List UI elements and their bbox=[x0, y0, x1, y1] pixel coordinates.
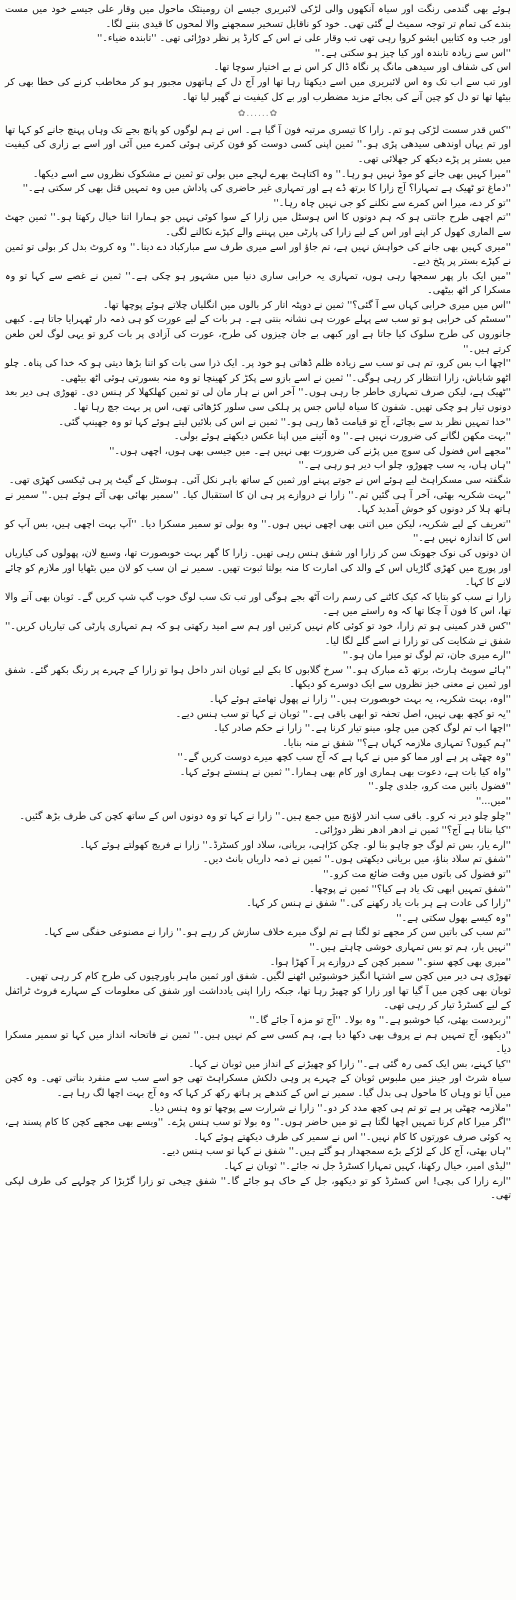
section-separator: ✿......✿ bbox=[237, 109, 279, 120]
paragraph: شگفتہ سی مسکراہٹ لیے ہوئے اس نے جوتے پہنے اور ثمین کے ساتھ باہر نکل آئی۔ ہوسٹل کے گیٹ پر ہی ٹیکسی کھڑی تھی۔ bbox=[8, 475, 511, 486]
paragraph: ہوئے بھی گندمی رنگت اور سیاہ آنکھوں والی لڑکی لائبریری جیسے ان رومینٹک ماحول میں وقار علی جیسے خود میں مست بندے کی تمام تر توجہ سمیٹ لے گئی تھی۔ خود کو ناقابل تسخیر سمجھنے والا لمحوں کا قیدی بننے لگا۔ bbox=[5, 4, 511, 30]
paragraph: ''میں ایک بار پھر سمجھا رہی ہوں، تمہاری یہ خرابی ساری دنیا میں مشہور ہو چکی ہے۔'' ثمین نے غصے سے کہا تو وہ مسکرا کر اٹھ بیٹھی۔ bbox=[5, 270, 511, 297]
paragraph: ''چلو چلو دیر نہ کرو۔ باقی سب اندر لاؤنج میں جمع ہیں۔'' زارا نے کہا تو وہ دونوں اس کے ساتھ کچن کی طرف بڑھ گئیں۔ bbox=[19, 810, 511, 822]
paragraph: ''یہ تو کچھ بھی نہیں، اصل تحفہ تو ابھی باقی ہے۔'' ثوبان نے کہا تو سب ہنس دیے۔ bbox=[175, 708, 511, 720]
article-body bbox=[5, 3, 511, 1204]
paragraph: ''ہاں بھئی، آج کل کے لڑکے بڑے سمجھدار ہو گئے ہیں۔'' شفق نے کہا تو سب ہنس دیے۔ bbox=[161, 1146, 511, 1158]
paragraph: ''میں...'' bbox=[475, 796, 511, 808]
paragraph: ''ارے یار، بس تم لوگ جو چاہو بنا لو۔ چکن کڑاہی، بریانی، سلاد اور کسٹرڈ۔'' زارا نے فریج کھولتے ہوئے کہا۔ bbox=[79, 839, 511, 851]
paragraph: ''تو کر دے، میرا اس کمرے سے نکلنے کو جی نہیں چاہ رہا۔'' bbox=[273, 197, 511, 209]
paragraph: ''خدا تمہیں نظر بد سے بچائے، آج تو قیامت ڈھا رہی ہو۔'' ثمین نے اس کی بلائیں لیتے ہوئے کہا تو وہ جھینپ گئی۔ bbox=[58, 416, 511, 428]
paragraph: تھوڑی ہی دیر میں کچن سے اشتہا انگیز خوشبوئیں اٹھنے لگیں۔ شفق اور ثمین ماہر باورچیوں کی طرح کام کر رہی تھیں۔ bbox=[24, 971, 511, 983]
paragraph: ''زبردست بھئی، کیا خوشبو ہے۔'' وہ بولا۔ ''آج تو مزہ آ جائے گا۔'' bbox=[249, 1014, 511, 1026]
paragraph: زارا نے سب کو بتایا کہ کیک کاٹنے کی رسم رات آٹھ بجے ہوگی اور تب تک سب لوگ خوب گپ شپ کریں گے۔ ثوبان بھی آنے والا تھا، اس کا فون آ چکا تھا کہ وہ راستے میں ہے۔ bbox=[5, 591, 511, 618]
paragraph: ''اس سے زیادہ تابندہ اور کیا چیز ہو سکتی ہے۔'' bbox=[314, 47, 511, 59]
paragraph: ''واہ کیا بات ہے، دعوت بھی ہماری اور کام بھی ہمارا۔'' ثمین نے ہنستے ہوئے کہا۔ bbox=[179, 766, 511, 778]
paragraph: ''تعریف کے لیے شکریہ، لیکن میں اتنی بھی اچھی نہیں ہوں۔'' وہ بولی تو سمیر مسکرا دیا۔ ''آپ بہت اچھی ہیں، بس آپ کو اس کا اندازہ نہیں ہے۔'' bbox=[5, 518, 511, 545]
paragraph: ''کیا بنانا ہے آج؟'' ثمین نے ادھر ادھر نظر دوڑائی۔ bbox=[313, 825, 511, 837]
paragraph: ''اس میں میری خرابی کہاں سے آ گئی؟'' ثمین نے دوپٹہ اتار کر بالوں میں انگلیاں چلاتے ہوئے پوچھا تھا۔ bbox=[102, 299, 511, 311]
paragraph: اور تب سے اب تک وہ اس لائبریری میں اسے دیکھتا رہا تھا اور آج دل کے ہاتھوں مجبور ہو کر مخاطب کرنے کی خطا بھی کر بیٹھا تھا تو دل کو چین آنے کی بجائے مزید مضطرب اور بے کل کیفیت نے گھیر لیا تھا۔ bbox=[5, 76, 511, 103]
paragraph: ''میری کہیں بھی جانے کی خواہش نہیں ہے، تم جاؤ اور اسے میری طرف سے مبارکباد دے دینا۔'' وہ کروٹ بدل کر بولی تو ثمین نے کپڑے بستر پر پٹخ دیے۔ bbox=[5, 241, 511, 268]
paragraph: ''ہاں ہاں، یہ سب چھوڑو، چلو اب دیر ہو رہی ہے۔'' bbox=[298, 460, 511, 472]
paragraph: ''اوہ، بہت شکریہ، یہ بہت خوبصورت ہیں۔'' زارا نے پھول تھامتے ہوئے کہا۔ bbox=[208, 693, 511, 705]
paragraph: ''دیکھو، آج تمہیں ہم نے پروف بھی دکھا دیا ہے، ہم کسی سے کم نہیں ہیں۔'' ثمین نے فاتحانہ انداز میں کہا تو سمیر مسکرا دیا۔ bbox=[5, 1029, 511, 1056]
paragraph: ''ارے زارا کی بچی! اس کسٹرڈ کو تو دیکھو، جل کے خاک ہو جائے گا۔'' شفق چیخی تو زارا گڑبڑا کر چولہے کی طرف لپکی تھی۔ bbox=[5, 1175, 511, 1202]
paragraph: ''بہت مکھن لگانے کی ضرورت نہیں ہے۔'' وہ آئینے میں اپنا عکس دیکھتے ہوئے بولی۔ bbox=[173, 431, 511, 443]
paragraph: ''بہت شکریہ بھئی، آخر آ ہی گئیں تم۔'' زارا نے دروازے پر ہی ان کا استقبال کیا۔ ''سمیر بھائی بھی آئے ہوئے ہیں۔'' سمیر نے ہاتھ ہلا کر دونوں کو خوش آمدید کہا۔ bbox=[5, 489, 511, 516]
paragraph: ''ہائے سویٹ ہارٹ، برتھ ڈے مبارک ہو۔'' سرخ گلابوں کا بکے لیے ثوبان اندر داخل ہوا تو زارا کے چہرے پر رنگ بکھر گئے۔ شفق اور ثمین نے معنی خیز نظروں سے ایک دوسرے کو دیکھا۔ bbox=[5, 664, 511, 691]
paragraph: ''لیڈی امیر، خیال رکھنا، کہیں تمہارا کسٹرڈ جل نہ جائے۔'' ثوبان نے کہا۔ bbox=[223, 1160, 511, 1172]
paragraph: ''شفق تم سلاد بناؤ، میں بریانی دیکھتی ہوں۔'' ثمین نے ذمہ داریاں بانٹ دیں۔ bbox=[202, 854, 511, 866]
paragraph: ''تم سب کی باتیں سن کر مجھے تو لگتا ہے تم لوگ میرے خلاف سازش کر رہے ہو۔'' زارا نے مصنوعی خفگی سے کہا۔ bbox=[43, 927, 511, 939]
paragraph: ''دماغ تو ٹھیک ہے تمہارا؟ آج زارا کا برتھ ڈے ہے اور تمہاری غیر حاضری کی پاداش میں وہ تمہیں قتل بھی کر سکتی ہے۔'' bbox=[22, 183, 511, 195]
paragraph: ''ہم کیوں؟ تمہاری ملازمہ کہاں ہے؟'' شفق نے منہ بنایا۔ bbox=[282, 737, 511, 749]
paragraph: ''فضول باتیں مت کرو، جلدی چلو۔'' bbox=[368, 781, 511, 793]
paragraph: ''تم اچھی طرح جانتی ہو کہ ہم دونوں کا اس ہوسٹل میں زارا کے سوا کوئی نہیں جو ہمارا اتنا خیال رکھتا ہو۔'' ثمین جھٹ سے الماری کھول کر اپنے اور اس کے لیے زارا کی پارٹی میں پہننے والے کپڑے نکالنے لگی۔ bbox=[5, 212, 511, 238]
paragraph: ''وہ کیسے بھول سکتی ہے۔'' bbox=[396, 912, 511, 924]
paragraph: اور جب وہ کتابیں ایشو کروا رہی تھی تب وقار علی نے اس کے کارڈ پر نظر دوڑائی تھی۔ ''تابندہ ضیاء۔'' bbox=[97, 33, 511, 45]
paragraph: ''میری بھی کچھ سنو۔'' سمیر کچن کے دروازے پر آ کھڑا ہوا۔ bbox=[269, 956, 511, 968]
paragraph: ان دونوں کی نوک جھونک سن کر زارا اور شفق ہنس رہی تھیں۔ زارا کا گھر بہت خوبصورت تھا، وسیع لان، پھولوں کی کیاریاں اور پورچ میں کھڑی گاڑیاں اس کے والد کی امارت کا منہ بولتا ثبوت تھیں۔ سمیر نے ان سب کو لان میں بٹھایا اور ملازم کو چائے لانے کا کہا۔ bbox=[5, 547, 511, 589]
paragraph: ''سسٹم کی خرابی ہو تو سب سے پہلے عورت ہی نشانہ بنتی ہے۔ ہر بات کے لیے عورت کو ہی ذمہ دار ٹھہرایا جاتا ہے۔ کبھی جانوروں کی طرح سلوک کیا جاتا ہے اور کبھی بے جان چیزوں کی طرح، عورت کی آزادی پر بات کرو تو یہی لوگ لعن طعن کرتے ہیں۔'' bbox=[5, 314, 511, 355]
paragraph: ''تو فضول کی باتوں میں وقت ضائع مت کرو۔'' bbox=[323, 869, 511, 881]
paragraph: ''میرا کہیں بھی جانے کو موڈ نہیں ہو رہا۔'' وہ اکتاہٹ بھرے لہجے میں بولی تو ثمین نے مشکوک نظروں سے اسے دیکھا۔ bbox=[32, 168, 511, 180]
paragraph: ''کس قدر سست لڑکی ہو تم۔ زارا کا تیسری مرتبہ فون آ گیا ہے۔ اس نے ہم لوگوں کو پانچ بجے تک وہاں پہنچ جانے کو کہا تھا اور تم یہاں اوندھی سیدھی پڑی ہو۔'' ثمین اپنی کسی دوست کو فون کرتی ہوئی کمرے میں آئی اور اسے بے زاری کی کیفیت میں بستر پر پڑے دیکھ کر جھلائی تھی۔ bbox=[5, 124, 511, 165]
paragraph: ''اچھا اب بس کرو، تم ہی تو سب سے زیادہ ظلم ڈھاتی ہو خود پر۔ ایک ذرا سی بات کو اتنا بڑھا دیتی ہو کہ خدا کی پناہ۔ چلو اٹھو شاباش، زارا انتظار کر رہی ہوگی۔'' ثمین نے اسے بازو سے پکڑ کر کھینچا تو وہ منہ بسورتی ہوئی اٹھ بیٹھی۔ bbox=[5, 358, 511, 384]
paragraph: ''وہ چھٹی پر ہے اور مما کو میں نے کہا ہے کہ آج سب کچھ میرے دوست کریں گے۔'' bbox=[177, 752, 511, 764]
paragraph: ثوبان بھی کچن میں آ گیا تھا اور زارا کو چھیڑ رہا تھا، جبکہ زارا اپنی یادداشت اور شفق کی معلومات کے سہارے فروٹ ٹرائفل کے لیے کسٹرڈ تیار کر رہی تھی۔ bbox=[5, 985, 511, 1012]
paragraph: سیاہ شرٹ اور جینز میں ملبوس ثوبان کے چہرے پر وہی دلکش مسکراہٹ تھی جو اسے سب سے منفرد بناتی تھی۔ وہ کچن میں آیا تو وہاں کا ماحول ہی بدل گیا۔ سمیر نے اس کے کندھے پر ہاتھ رکھ کر کہا کہ وہ آج بہت اچھا لگ رہا ہے۔ bbox=[5, 1073, 511, 1099]
paragraph: ''زارا کی عادت ہے ہر بات یاد رکھنے کی۔'' شفق نے ہنس کر کہا۔ bbox=[246, 898, 511, 910]
paragraph: ''اچھا اب تم لوگ کچن میں چلو، مینو تیار کرنا ہے۔'' زارا نے حکم صادر کیا۔ bbox=[213, 723, 511, 735]
paragraph: ''شفق تمہیں ابھی تک یاد ہے کیا؟'' ثمین نے پوچھا۔ bbox=[309, 883, 511, 895]
paragraph: ''ارے میری جان، تم لوگ تو میرا مان ہو۔'' bbox=[342, 650, 511, 662]
paragraph: ''ٹھیک ہے، لیکن صرف تمہاری خاطر جا رہی ہوں۔'' آخر اس نے ہار مان لی تو ثمین کھلکھلا کر ہنس دی۔ تھوڑی ہی دیر بعد دونوں تیار ہو چکی تھیں۔ شفون کا سیاہ لباس جس پر ہلکی سی سلور کڑھائی تھی، اس پر بہت جچ رہا تھا۔ bbox=[5, 387, 511, 414]
paragraph: اس کی شفاف اور سیدھی مانگ پر نگاہ ڈال کر اس نے بے اختیار سوچا تھا۔ bbox=[213, 62, 511, 74]
paragraph: ''نہیں یار، ہم تو بس تمہاری خوشی چاہتے ہیں۔'' bbox=[309, 942, 511, 953]
paragraph: ''مجھے اس فضول کی سوچ میں پڑنے کی ضرورت بھی نہیں ہے۔ میں جیسی بھی ہوں، اچھی ہوں۔'' bbox=[109, 445, 511, 457]
paragraph: ''کس قدر کمینی ہو تم زارا، خود تو کوئی کام نہیں کرتیں اور ہم سے امید رکھتی ہو کہ ہم تمہاری پارٹی کی تیاریاں کریں۔'' شفق نے شکایت کی تو زارا نے اسے گلے لگا لیا۔ bbox=[5, 620, 511, 647]
paragraph: ''ملازمہ چھٹی پر ہے تو تم ہی کچھ مدد کر دو۔'' زارا نے شرارت سے پوچھا تو وہ ہنس دیا۔ bbox=[148, 1102, 511, 1114]
paragraph: ''اگر میرا کام کرنا تمہیں اچھا لگتا ہے تو میں حاضر ہوں۔'' وہ بولا تو سب ہنس پڑے۔ ''ویسے بھی مجھے کچن کا کام پسند ہے، یہ کوئی صرف عورتوں کا کام نہیں۔'' اس نے سمیر کی طرف دیکھتے ہوئے کہا۔ bbox=[5, 1117, 511, 1143]
paragraph: ''کیا کہنے، بس ایک کمی رہ گئی ہے۔'' زارا کو چھیڑنے کے انداز میں ثوبان نے کہا۔ bbox=[188, 1058, 511, 1070]
